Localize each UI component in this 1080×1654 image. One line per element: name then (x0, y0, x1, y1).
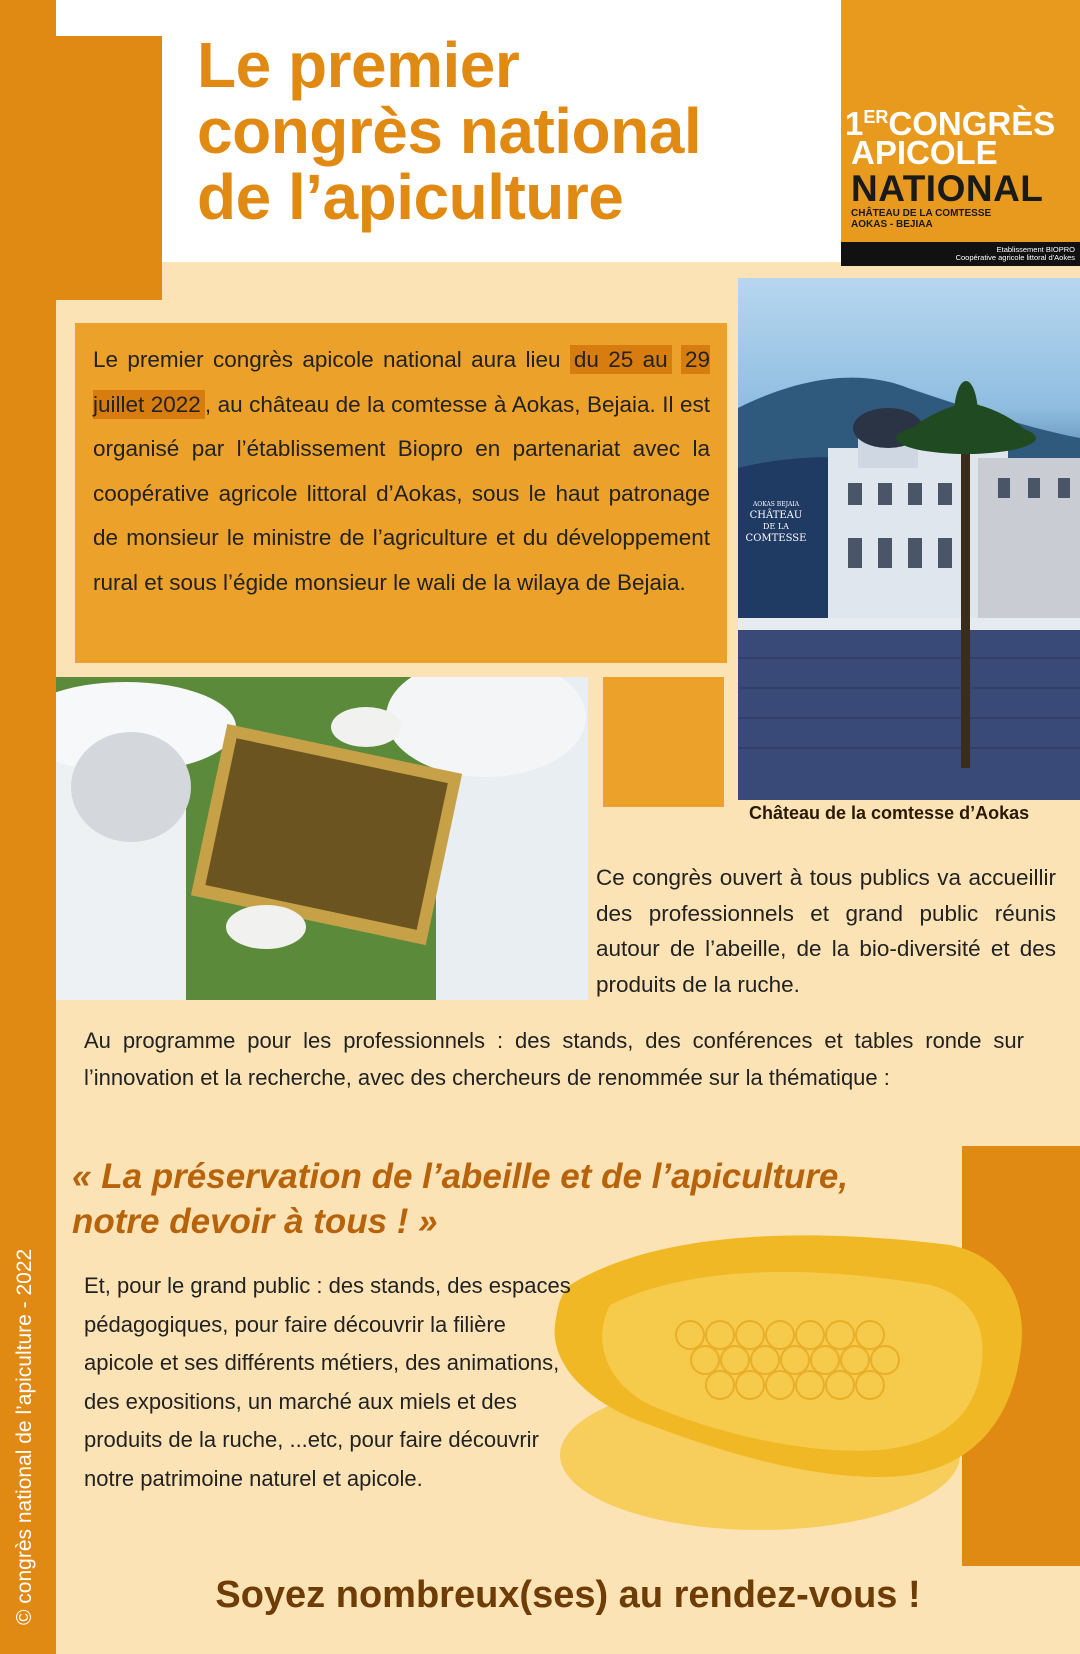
closing-call-to-action: Soyez nombreux(ses) au rendez-vous ! (215, 1574, 921, 1616)
paragraph-general-public: Et, pour le grand public : des stands, des espaces pédagogiques, pour faire découvrir la filière apicole et ses différents métiers, des animations, des expositions, un marché aux miels et des produits de la ruche, ...etc, pour faire découvrir notre patrimoine naturel et apicole. (84, 1273, 571, 1491)
logo-line-2: APICOLE (851, 134, 998, 171)
logo-line-1: 1ERCONGRÈS (845, 105, 1056, 142)
slogan-quote: « La préservation de l’abeille et de l’apiculture, notre devoir à tous ! » (72, 1157, 849, 1241)
honeycomb-image (530, 1225, 1050, 1545)
intro-paragraph: Le premier congrès apicole national aura lieu du 25 au 29 juillet 2022 , au château de la comtesse à Aokas, Bejaia. Il est organisé par l’établissement Biopro en partenariat avec la coopérative agricole littoral d’Aokas, sous le haut patronage de monsieur le ministre de l’agriculture et du développement rural et sous l’égide monsieur le wali de la wilaya de Bejaia. (93, 347, 711, 595)
number-one-serif (56, 36, 116, 126)
svg-text:CHÂTEAU: CHÂTEAU (749, 510, 803, 521)
date-highlight-2: 29 juillet 2022 (93, 347, 710, 417)
title-line-1: Le premier (197, 29, 520, 101)
svg-text:DE LA: DE LA (763, 522, 789, 531)
beekeepers-photo (56, 677, 588, 1000)
logo-line-3: NATIONAL (851, 168, 1044, 209)
svg-text:COMTESSE: COMTESSE (745, 533, 807, 544)
castle-caption: Château de la comtesse d’Aokas (749, 803, 1030, 823)
logo-subtitle: CHÂTEAU DE LA COMTESSE AOKAS - BEJIAA (851, 208, 992, 230)
svg-text:AOKAS BEJAIA: AOKAS BEJAIA (752, 501, 800, 508)
logo-footer-text: Etablissement BIOPRO Coopérative agricole littoral d'Aokes (955, 245, 1075, 262)
beekeepers-illustration (56, 677, 588, 1000)
paragraph-public: Ce congrès ouvert à tous publics va accueillir des professionnels et grand public réunis autour de l’abeille, de la bio-diversité et des produits de la ruche. (596, 865, 1056, 997)
decorative-orange-square (603, 677, 724, 807)
date-highlight: du 25 au (570, 345, 672, 374)
page-title (197, 29, 817, 233)
castle-photo (738, 278, 1080, 800)
paragraph-programme: Au programme pour les professionnels : des stands, des conférences et tables ronde sur l’innovation et la recherche, avec des chercheurs de renommée sur la thématique : (84, 1028, 1024, 1090)
title-line-2: congrès national (197, 95, 702, 167)
honeycomb-illustration (530, 1225, 1050, 1545)
castle-illustration (738, 278, 1080, 800)
copyright-credit: © congrès national de l’apiculture - 2022 (13, 1248, 36, 1625)
title-line-3: de l’apiculture (197, 161, 624, 233)
